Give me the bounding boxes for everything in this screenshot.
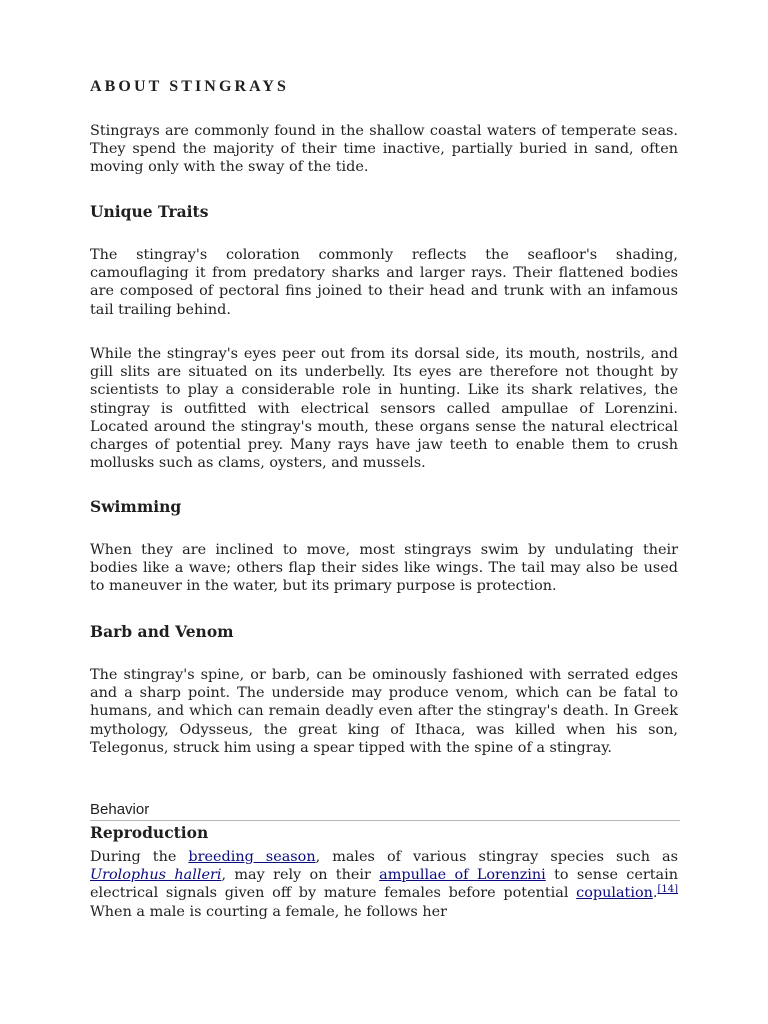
citation-link[interactable]: [14]: [657, 884, 678, 896]
behavior-label: Behavior: [90, 801, 150, 818]
unique-traits-paragraph-2: While the stingray's eyes peer out from its dorsal side, its mouth, nostrils, and gill slits are situated on its underbelly. Its eyes are therefore not thought by scientists to play a considerable role in hunting. Like its shark relatives, the stingray is outfitted with electrical sensors called ampullae of Lorenzini. Located around the stingray's mouth, these organs sense the natural electrical charges of potential prey. Many rays have jaw teeth to enable them to crush mollusks such as clams, oysters, and mussels.: [90, 346, 678, 472]
page-title: ABOUT STINGRAYS: [90, 78, 289, 95]
reproduction-text: .: [652, 885, 658, 902]
swimming-paragraph: When they are inclined to move, most stingrays swim by undulating their bodies like a wave; others flap their sides like wings. The tail may also be used to maneuver in the water, but its primary purpose is protection.: [90, 542, 678, 595]
reproduction-text: When a male is courting a female, he follows her: [90, 903, 448, 920]
reproduction-text: , males of various stingray species such as: [315, 849, 678, 865]
reproduction-text: to sense certain electrical signals given off by mature females before potential: [90, 867, 678, 902]
heading-reproduction: Reproduction: [90, 823, 209, 842]
unique-traits-paragraph-1: The stingray's coloration commonly reflects the seafloor's shading, camouflaging it from predatory sharks and larger rays. Their flattened bodies are composed of pectoral fins joined to their head and trunk with an infamous tail trailing behind.: [90, 247, 678, 318]
section-divider: [90, 820, 680, 821]
intro-paragraph: Stingrays are commonly found in the shallow coastal waters of temperate seas. They spend the majority of their time inactive, partially buried in sand, often moving only with the sway of the tide.: [90, 123, 678, 176]
copulation-link[interactable]: copulation: [576, 885, 653, 902]
reproduction-text: During the: [90, 849, 189, 865]
urolophus-halleri-link[interactable]: Urolophus halleri: [90, 867, 222, 884]
breeding-season-link[interactable]: breeding season: [188, 849, 316, 865]
reproduction-paragraph: [90, 848, 678, 921]
heading-swimming: Swimming: [90, 497, 182, 516]
ampullae-of-lorenzini-link[interactable]: ampullae of Lorenzini: [379, 867, 546, 884]
reproduction-text: , may rely on their: [221, 867, 380, 884]
barb-venom-paragraph: The stingray's spine, or barb, can be ominously fashioned with serrated edges and a sharp point. The underside may produce venom, which can be fatal to humans, and which can remain deadly even after the stingray's death. In Greek mythology, Odysseus, the great king of Ithaca, was killed when his son, Telegonus, struck him using a spear tipped with the spine of a stingray.: [90, 667, 678, 756]
heading-unique-traits: Unique Traits: [90, 202, 209, 221]
heading-barb-and-venom: Barb and Venom: [90, 622, 234, 641]
